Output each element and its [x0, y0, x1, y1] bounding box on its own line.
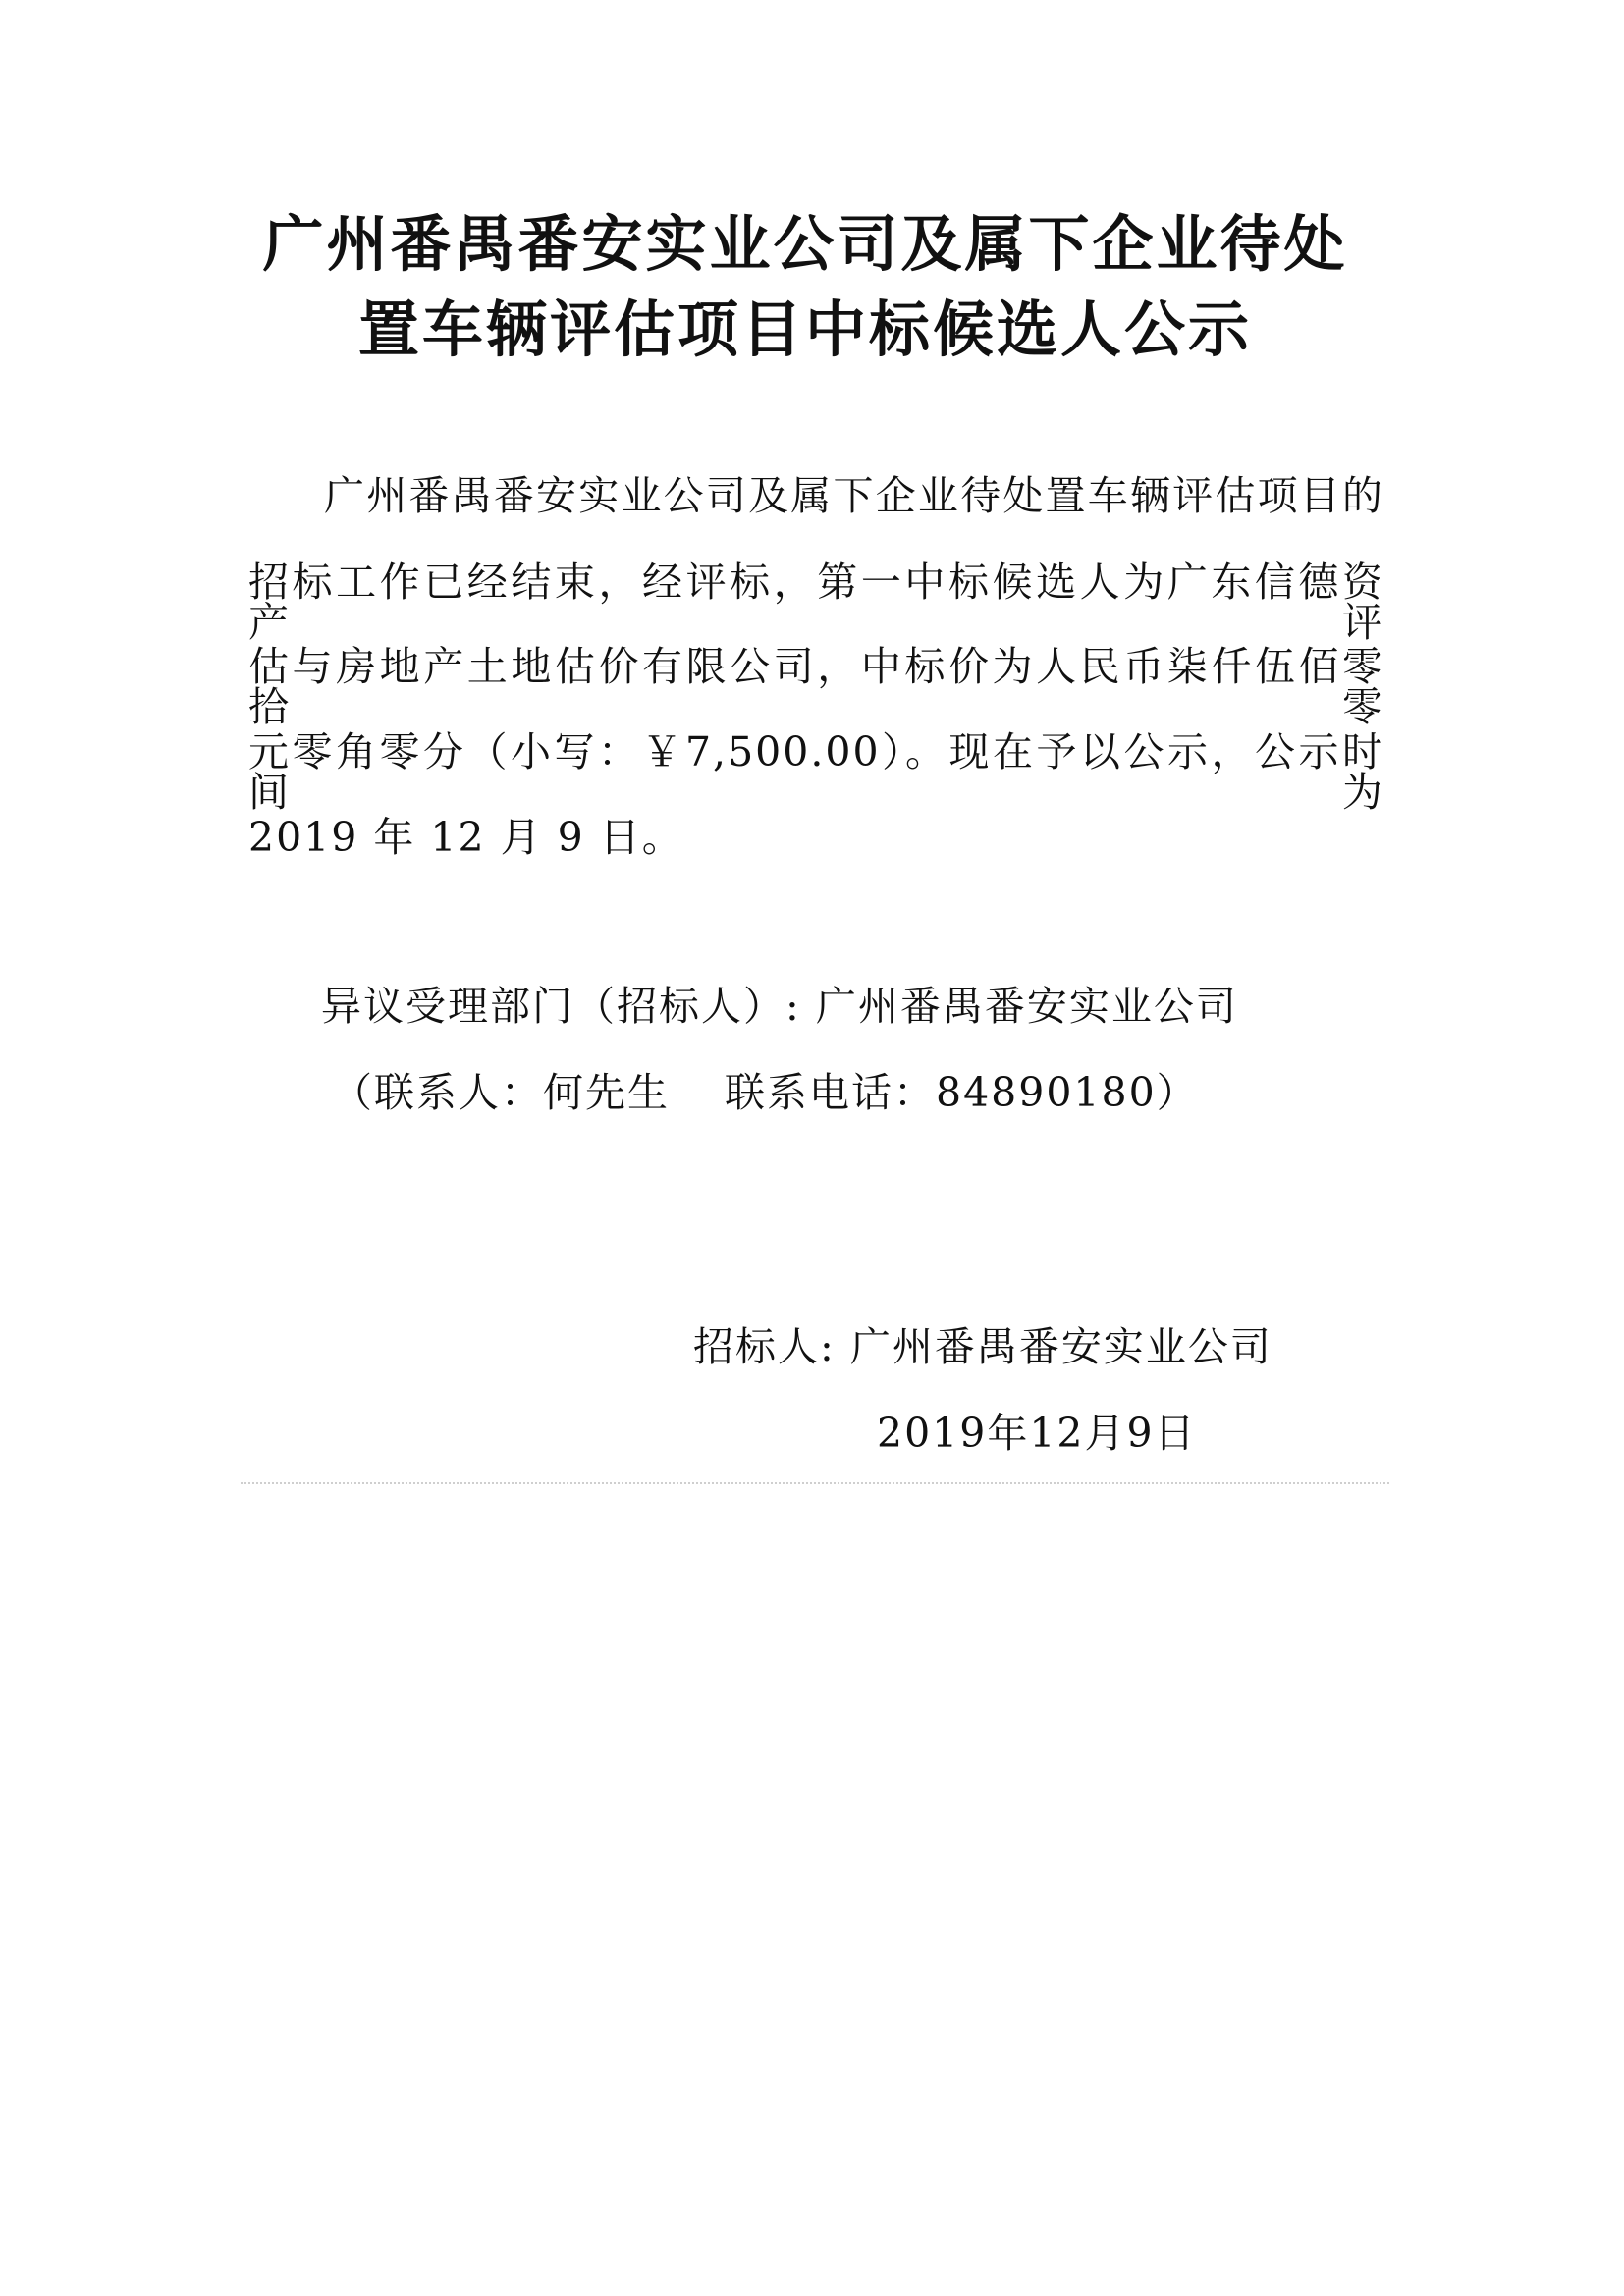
document-title-line-2: 置车辆评估项目中标候选人公示: [357, 294, 1252, 365]
contact-info: [332, 1069, 1199, 1116]
body-paragraph-line-2: 招标工作已经结束，经评标，第一中标候选人为广东信德资产评: [248, 559, 1384, 646]
body-paragraph-line-3: 估与房地产土地估价有限公司，中标价为人民币柒仟伍佰零拾零: [248, 643, 1384, 730]
body-paragraph-line-4: 元零角零分（小写：￥7,500.00）。现在予以公示，公示时间为: [248, 728, 1384, 816]
signature-label: 招标人: 广州番禺番安实业公司: [693, 1323, 1272, 1370]
body-paragraph-line-1: 广州番禺番安实业公司及属下企业待处置车辆评估项目的: [324, 472, 1384, 519]
document-title-line-1: 广州番禺番安实业公司及属下企业待处: [262, 208, 1348, 280]
body-paragraph-line-5: 2019 年 12 月 9 日。: [248, 814, 684, 861]
objection-department: 异议受理部门（招标人）: 广州番禺番安实业公司: [321, 983, 1238, 1030]
page-divider: [241, 1482, 1389, 1484]
signature-date: 2019年12月9日: [877, 1410, 1197, 1457]
contact-person: （联系人：何先生: [332, 1069, 670, 1116]
contact-phone: 联系电话：84890180）: [725, 1069, 1199, 1116]
